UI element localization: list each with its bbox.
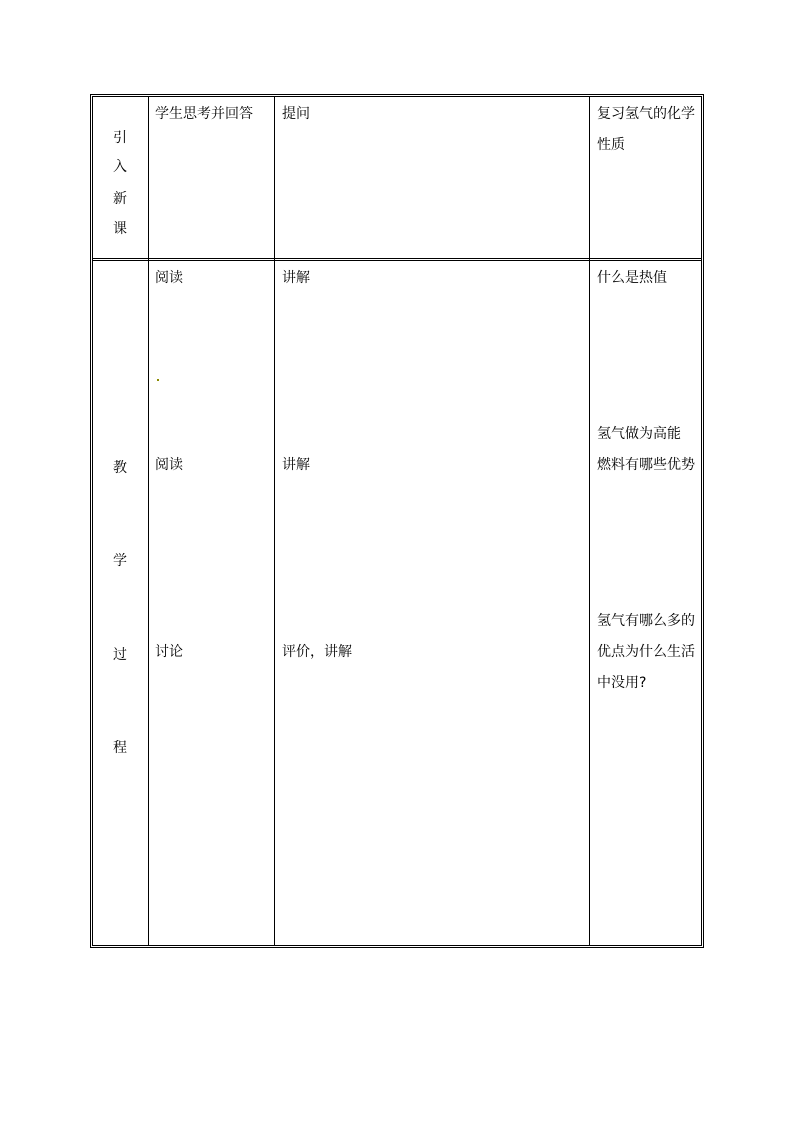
student-activity: 阅读 <box>155 270 183 286</box>
stage-char: 引 <box>113 130 127 146</box>
design-note: 优点为什么生活 <box>597 644 695 660</box>
stray-mark <box>157 379 159 381</box>
teacher-activity: 评价，讲解 <box>282 644 352 660</box>
design-note: 中没用? <box>597 675 647 691</box>
stage-char: 入 <box>113 159 127 175</box>
student-activity: 讨论 <box>155 644 183 660</box>
student-activity: 学生思考并回答 <box>155 106 253 122</box>
lesson-table <box>90 94 704 948</box>
row-divider <box>93 258 701 261</box>
design-note: 复习氢气的化学 <box>597 106 695 122</box>
column-divider <box>148 97 149 945</box>
teacher-activity: 讲解 <box>282 270 310 286</box>
stage-char: 学 <box>113 553 127 569</box>
stage-char: 程 <box>113 740 127 756</box>
stage-char: 新 <box>113 191 127 207</box>
stage-char: 课 <box>113 221 127 237</box>
column-divider <box>274 97 275 945</box>
design-note: 什么是热值 <box>597 270 667 286</box>
design-note: 氢气做为高能 <box>597 426 681 442</box>
teacher-activity: 提问 <box>282 106 310 122</box>
stage-char: 过 <box>113 647 127 663</box>
stage-char: 教 <box>113 460 127 476</box>
design-note: 燃料有哪些优势 <box>597 457 695 473</box>
design-note: 性质 <box>597 137 625 153</box>
design-note: 氢气有哪么多的 <box>597 613 695 629</box>
column-divider <box>589 97 590 945</box>
student-activity: 阅读 <box>155 457 183 473</box>
teacher-activity: 讲解 <box>282 457 310 473</box>
